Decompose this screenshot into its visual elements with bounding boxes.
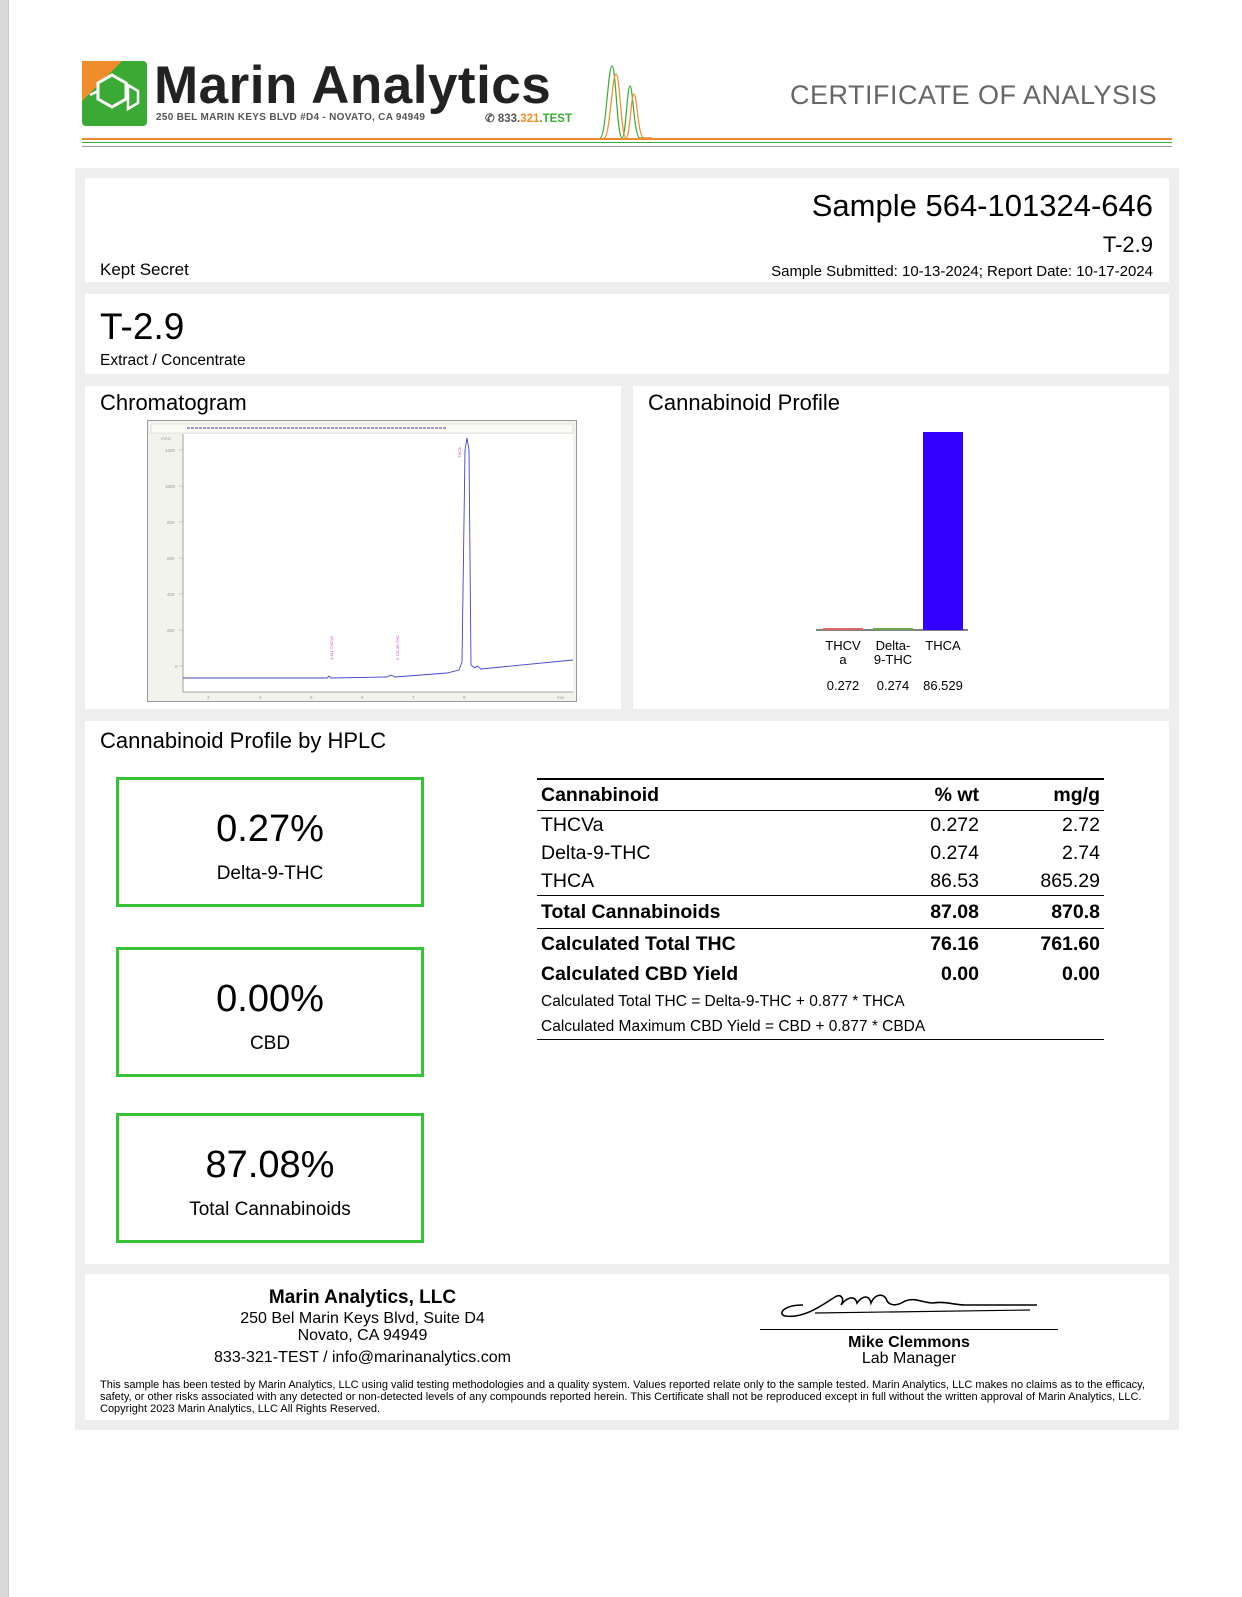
kpi-value: 0.27% <box>216 808 324 850</box>
lab-logo-icon <box>82 61 147 126</box>
phone-icon: ✆ <box>485 113 495 125</box>
brand-address: 250 BEL MARIN KEYS BLVD #D4 - NOVATO, CA 94949 <box>156 112 426 123</box>
svg-text:mAU: mAU <box>161 436 171 441</box>
product-panel <box>85 294 1169 374</box>
svg-text:200: 200 <box>167 628 175 633</box>
kpi-cbd <box>116 947 424 1077</box>
chart-category-label: THCA <box>925 638 961 653</box>
page-left-edge <box>0 0 9 1597</box>
cell-pct: 0.272 <box>930 813 979 836</box>
chart-bar <box>873 628 913 630</box>
cell-name: THCA <box>541 869 595 892</box>
chart-value-label: 0.274 <box>876 678 910 693</box>
lab-address-line1: 250 Bel Marin Keys Blvd, Suite D4 <box>240 1310 485 1327</box>
svg-text:4.411 THCVA: 4.411 THCVA <box>329 635 334 660</box>
note-row <box>537 989 1104 1014</box>
hplc-table <box>537 778 1104 1040</box>
cell-mgg: 870.8 <box>983 896 1104 929</box>
svg-text:1000: 1000 <box>165 484 176 489</box>
kpi-label: Total Cannabinoids <box>189 1199 351 1220</box>
sample-dates: Sample Submitted: 10-13-2024; Report Date: 10-17-2024 <box>771 263 1153 280</box>
phone-mid: 321 <box>520 113 540 125</box>
cell-pct: 86.53 <box>930 869 979 892</box>
lab-address-line2: Novato, CA 94949 <box>297 1327 428 1344</box>
chart-bar <box>923 432 963 630</box>
disclaimer-text: This sample has been tested by Marin Analytics, LLC using valid testing methodologies and a quality system. Values reported relate only to the sample tested. Marin Analytics, LLC makes no claims as to the efficacy, safety, or other risks associated with any detected or non-detected levels of any compounds reported herein. This Certificate shall not be reproduced except in full without the written approval of Marin Analytics, LLC. Copyright 2023 Marin Analytics, LLC All Rights Reserved. <box>100 1379 1145 1415</box>
client-name: Kept Secret <box>100 260 189 279</box>
svg-text:800: 800 <box>167 520 175 525</box>
kpi-label: CBD <box>249 1033 291 1054</box>
kpi-label: Delta-9-THC <box>216 863 324 884</box>
cell-pct: 0.274 <box>930 841 979 864</box>
brand-phone <box>485 111 572 125</box>
chart-category-label: a <box>839 652 847 667</box>
formula-note: Calculated Maximum CBD Yield = CBD + 0.877 * CBDA <box>537 1014 1104 1040</box>
cell-pct: 0.00 <box>941 962 979 985</box>
column-header: % wt <box>875 779 983 811</box>
svg-text:5: 5 <box>310 695 313 700</box>
sample-name: T-2.9 <box>1102 232 1153 257</box>
kpi-total-cannabinoids <box>116 1113 424 1243</box>
sample-id: Sample 564-101324-646 <box>811 188 1153 223</box>
svg-text:7: 7 <box>412 695 415 700</box>
table-header-row <box>537 779 1104 811</box>
phone-prefix: 833. <box>497 113 521 125</box>
svg-text:THCA: THCA <box>457 447 462 458</box>
signature-image <box>775 1283 1045 1323</box>
cell-name: Total Cannabinoids <box>537 896 875 929</box>
hplc-title: Cannabinoid Profile by HPLC <box>100 728 387 753</box>
cell-pct: 87.08 <box>875 896 983 929</box>
cell-name: Calculated CBD Yield <box>541 962 739 985</box>
cell-pct: 76.16 <box>930 932 979 955</box>
svg-text:5.731 d9-THC: 5.731 d9-THC <box>395 634 400 660</box>
chromatogram-image <box>147 420 577 702</box>
cell-name: THCVa <box>541 813 604 836</box>
note-row <box>537 1014 1104 1040</box>
svg-text:min: min <box>557 695 565 700</box>
formula-note: Calculated Total THC = Delta-9-THC + 0.877 * THCA <box>541 992 905 1010</box>
cell-mgg: 761.60 <box>1040 932 1100 955</box>
chart-category-label: Delta- <box>875 638 911 653</box>
total-row <box>537 896 1104 929</box>
table-row <box>537 811 1104 840</box>
svg-text:0: 0 <box>175 664 178 669</box>
cell-mgg: 2.74 <box>1062 841 1100 864</box>
kpi-value: 0.00% <box>216 978 324 1020</box>
svg-text:4: 4 <box>259 695 262 700</box>
header-rule-orange <box>82 138 1172 140</box>
cell-name: Calculated Total THC <box>541 932 736 955</box>
svg-text:400: 400 <box>167 592 175 597</box>
column-header: Cannabinoid <box>537 779 875 811</box>
cannabinoid-profile-chart <box>632 420 1192 720</box>
product-type: Extract / Concentrate <box>100 352 246 369</box>
svg-text:3: 3 <box>207 695 210 700</box>
kpi-value: 87.08% <box>205 1144 335 1186</box>
signature-line <box>760 1329 1058 1330</box>
chart-category-label: 9-THC <box>873 652 913 667</box>
table-row <box>537 867 1104 896</box>
chromatogram-peaks-icon <box>600 64 652 144</box>
svg-text:600: 600 <box>167 556 175 561</box>
chart-value-label: 0.272 <box>826 678 860 693</box>
lab-contact: 833-321-TEST / info@marinanalytics.com <box>214 1349 511 1366</box>
lab-name: Marin Analytics, LLC <box>268 1287 457 1308</box>
phone-suffix: .TEST <box>539 113 573 125</box>
product-name: T-2.9 <box>100 306 185 347</box>
chart-value-label: 86.529 <box>923 678 963 693</box>
cell-mgg: 865.29 <box>1040 869 1100 892</box>
header-rule-green <box>82 142 1172 143</box>
signer-name: Mike Clemmons <box>848 1334 970 1351</box>
chart-bar <box>823 628 863 630</box>
svg-text:6: 6 <box>361 695 364 700</box>
calc-row <box>537 959 1104 989</box>
chromatogram-title: Chromatogram <box>100 390 247 415</box>
column-header: mg/g <box>983 779 1104 811</box>
chart-category-label: THCV <box>825 638 861 653</box>
svg-text:8: 8 <box>463 695 466 700</box>
cell-mgg: 0.00 <box>1062 962 1100 985</box>
cell-name: Delta-9-THC <box>541 841 651 864</box>
kpi-delta9thc <box>116 777 424 907</box>
brand-name: Marin Analytics <box>154 56 552 115</box>
signer-title: Lab Manager <box>861 1350 957 1367</box>
profile-title: Cannabinoid Profile <box>648 390 841 415</box>
header-rule-gray <box>82 146 1172 147</box>
svg-text:1200: 1200 <box>165 448 176 453</box>
cell-mgg: 2.72 <box>1062 813 1100 836</box>
table-row <box>537 839 1104 867</box>
calc-row <box>537 929 1104 960</box>
document-title: CERTIFICATE OF ANALYSIS <box>790 80 1158 110</box>
